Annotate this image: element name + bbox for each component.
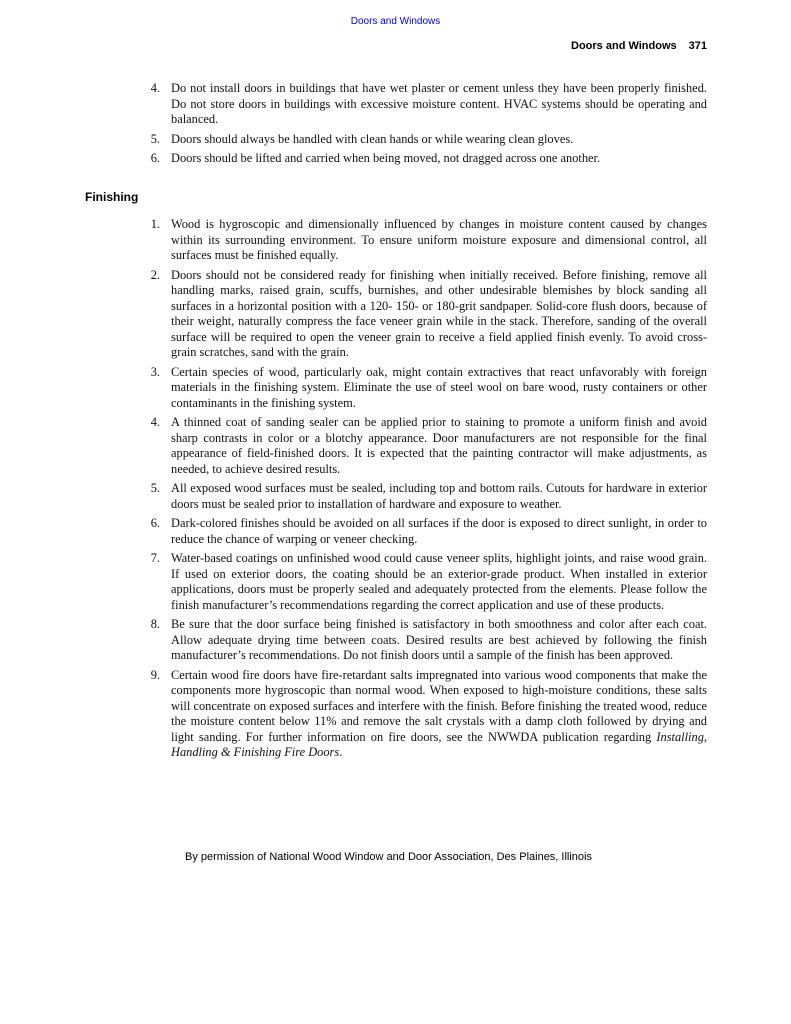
list-item bbox=[140, 481, 707, 512]
list-item bbox=[140, 81, 707, 128]
finishing-list bbox=[140, 217, 707, 765]
list-item-number: 5. bbox=[150, 131, 160, 146]
list-item bbox=[140, 268, 707, 361]
list-item-number: 2. bbox=[150, 267, 160, 282]
list-item bbox=[140, 551, 707, 613]
list-item bbox=[140, 365, 707, 412]
publication-title: Installing, Handling & Finishing Fire Doors bbox=[171, 729, 707, 759]
list-item-number: 5. bbox=[150, 481, 160, 495]
top-link-doors-and-windows[interactable]: Doors and Windows bbox=[350, 16, 441, 27]
list-item bbox=[140, 415, 707, 477]
list-item-number: 6. bbox=[150, 151, 160, 165]
list-item-number: 4. bbox=[150, 81, 160, 95]
list-item bbox=[140, 668, 707, 761]
permission-credit: By permission of National Wood Window and Door Association, Des Plaines, Illinois bbox=[185, 851, 592, 863]
precautions-list bbox=[140, 81, 707, 171]
running-head bbox=[571, 40, 707, 52]
list-item-text: Be sure that the door surface being finished is satisfactory in both smoothness and color after each coat. Allow adequate drying time between coats. Desired results are best achieved by following the finish manufacturer’s recommendations. Do not finish doors until a sample of the finish has been approved. bbox=[171, 617, 707, 662]
list-item-number: 8. bbox=[150, 617, 160, 631]
list-item-text-end: . bbox=[339, 745, 343, 759]
page-number: 371 bbox=[688, 40, 707, 52]
list-item-text: Water-based coatings on unfinished wood could cause veneer splits, highlight joints, and raise wood grain. If used on exterior doors, the coating should be an exterior-grade product. When installed in exterior applications, doors must be properly sealed and adequately protected from the elements. Please follow the finish manufacturer’s recommendations regarding the correct application and use of these products. bbox=[171, 551, 707, 612]
list-item-number: 7. bbox=[150, 551, 160, 565]
list-item bbox=[140, 516, 707, 547]
list-item-text: Do not install doors in buildings that have wet plaster or cement unless they have been properly finished. Do not store doors in buildings with excessive moisture content. HVAC systems should be operating and balanced. bbox=[171, 81, 707, 126]
list-item-text: Certain wood fire doors have fire-retardant salts impregnated into various wood components that make the components more hygroscopic than normal wood. When exposed to high-moisture conditions, these salts will concentrate on exposed surfaces and interfere with the finish. Before finishing the treated wood, reduce the moisture content below 11% and remove the salt crystals with a damp cloth followed by drying and light sanding. For further information on fire doors, see the NWWDA publication regarding bbox=[171, 667, 707, 744]
list-item-text: Dark-colored finishes should be avoided on all surfaces if the door is exposed to direct sunlight, in order to reduce the chance of warping or veneer checking. bbox=[171, 516, 707, 546]
list-item-text: Wood is hygroscopic and dimensionally influenced by changes in moisture content caused by changes within its surrounding environment. To ensure uniform moisture exposure and dimensional control, all surfaces must be finished equally. bbox=[171, 217, 707, 262]
list-item-text: Doors should always be handled with clean hands or while wearing clean gloves. bbox=[171, 131, 574, 146]
list-item bbox=[140, 132, 707, 148]
list-item-number: 9. bbox=[150, 667, 160, 682]
list-item-text: Certain species of wood, particularly oak, might contain extractives that react unfavorably with foreign materials in the finishing system. Eliminate the use of steel wool on bare wood, rusty containers or other contaminants in the finishing system. bbox=[171, 364, 707, 410]
list-item-text: A thinned coat of sanding sealer can be applied prior to staining to promote a uniform finish and avoid sharp contrasts in color or a blotchy appearance. Door manufacturers are not responsible for the final appearance of field-finished doors. It is expected that the painting contractor will make adjustments, as needed, to achieve desired results. bbox=[171, 415, 707, 476]
list-item bbox=[140, 217, 707, 264]
section-heading-finishing: Finishing bbox=[85, 190, 139, 204]
running-head-title: Doors and Windows bbox=[571, 40, 677, 52]
list-item-text: Doors should not be considered ready for finishing when initially received. Before finishing, remove all handling marks, raised grain, scuffs, burnishes, and other undesirable blemishes by block sanding all surfaces in a horizontal position with a 120- 150- or 180-grit sandpaper. Solid-core flush doors, because of their weight, naturally compress the face veneer grain while in the stack. Therefore, sanding of the overall surface will be required to open the veneer grain to receive a field applied finish evenly. To avoid cross-grain scratches, sand with the grain. bbox=[171, 267, 707, 359]
list-item bbox=[140, 151, 707, 167]
list-item bbox=[140, 617, 707, 664]
list-item-number: 4. bbox=[150, 415, 160, 429]
list-item-text: All exposed wood surfaces must be sealed, including top and bottom rails. Cutouts for hardware in exterior doors must be sealed prior to installation of hardware and exposure to weather. bbox=[171, 481, 707, 511]
list-item-text: Doors should be lifted and carried when being moved, not dragged across one another. bbox=[171, 151, 601, 165]
list-item-number: 6. bbox=[150, 516, 160, 530]
list-item-number: 1. bbox=[150, 217, 160, 231]
list-item-number: 3. bbox=[150, 364, 160, 379]
